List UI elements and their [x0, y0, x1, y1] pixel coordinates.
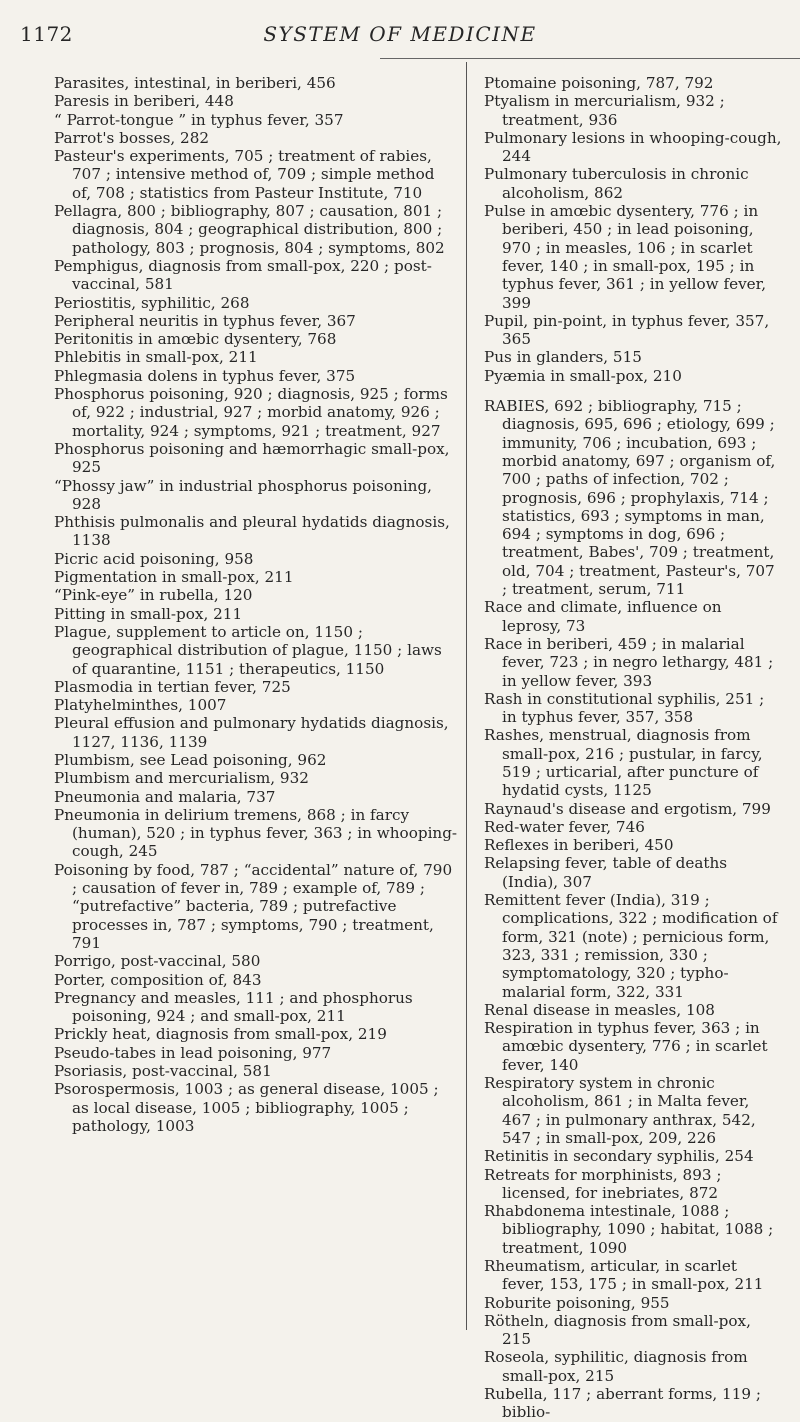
index-column-left	[54, 74, 458, 1135]
index-entry: Rash in constitutional syphilis, 251 ; in typhus fever, 357, 358	[484, 689, 765, 727]
index-entry: Peritonitis in amœbic dysentery, 768	[54, 330, 337, 349]
index-entry: Pitting in small-pox, 211	[54, 604, 243, 623]
index-entry: Parrot's bosses, 282	[54, 128, 210, 147]
index-entry: Plumbism and mercurialism, 932	[54, 769, 309, 788]
index-entry: Plumbism, see Lead poisoning, 962	[54, 750, 327, 769]
index-entry: “Pink-eye” in rubella, 120	[54, 586, 253, 605]
index-entry: Plague, supplement to article on, 1150 ; geographical distribution of plague, 1150 ; laws of quarantine, 1151 ; therapeutics, 1150	[54, 622, 442, 678]
index-entry: Phlegmasia dolens in typhus fever, 375	[54, 366, 356, 385]
index-column-right	[484, 74, 782, 1422]
index-entry: Rashes, menstrual, diagnosis from small-pox, 216 ; pustular, in farcy, 519 ; urticarial, after puncture of hydatid cysts, 1125	[484, 726, 763, 800]
index-entry: “ Parrot-tongue ” in typhus fever, 357	[54, 110, 344, 129]
index-entry: Poisoning by food, 787 ; “accidental” nature of, 790 ; causation of fever in, 789 ; example of, 789 ; “putrefactive” bacteria, 789 ; putrefactive processes in, 787 ; symptoms, 790 ; treatment, 791	[54, 860, 453, 952]
index-entry: Parasites, intestinal, in beriberi, 456	[54, 74, 336, 92]
index-entry: Reflexes in beriberi, 450	[484, 836, 674, 855]
index-entry: Porter, composition of, 843	[54, 970, 262, 989]
index-entry: Raynaud's disease and ergotism, 799	[484, 799, 771, 818]
index-entry: Plasmodia in tertian fever, 725	[54, 677, 291, 696]
index-entry: “Phossy jaw” in industrial phosphorus poisoning, 928	[54, 476, 433, 513]
index-entry: Roburite poisoning, 955	[484, 1293, 670, 1312]
index-entry: Peripheral neuritis in typhus fever, 367	[54, 311, 356, 330]
index-entry: Pus in glanders, 515	[484, 348, 642, 367]
index-entry: Retinitis in secondary syphilis, 254	[484, 1147, 754, 1166]
index-entry: Phlebitis in small-pox, 211	[54, 348, 258, 367]
index-entry: Rheumatism, articular, in scarlet fever, 153, 175 ; in small-pox, 211	[484, 1257, 764, 1294]
index-entry: Pulmonary tuberculosis in chronic alcoholism, 862	[484, 165, 749, 202]
index-entry: Psorospermosis, 1003 ; as general disease, 1005 ; as local disease, 1005 ; bibliography, 1005 ; pathology, 1003	[54, 1080, 439, 1135]
index-entry: Pneumonia and malaria, 737	[54, 787, 276, 806]
index-entry: Rhabdonema intestinale, 1088 ; bibliography, 1090 ; habitat, 1088 ; treatment, 1090	[484, 1202, 774, 1257]
index-entry: Ptomaine poisoning, 787, 792	[484, 74, 714, 92]
index-entry: Race in beriberi, 459 ; in malarial fever, 723 ; in negro lethargy, 481 ; in yellow fever, 393	[484, 634, 774, 690]
index-entry: Prickly heat, diagnosis from small-pox, 219	[54, 1025, 387, 1044]
index-entry: Red-water fever, 746	[484, 817, 645, 836]
index-entry: Pasteur's experiments, 705 ; treatment of rabies, 707 ; intensive method of, 709 ; simple method of, 708 ; statistics from Pasteur Institute, 710	[54, 147, 435, 202]
index-entry: Phosphorus poisoning and hæmorrhagic small-pox, 925	[54, 439, 450, 477]
index-entry: Remittent fever (India), 319 ; complications, 322 ; modification of form, 321 (note) ; pernicious form, 323, 331 ; remission, 330 ; symptomatology, 320 ; typho-malarial form, 322, 331	[484, 891, 778, 1001]
index-entry: Pseudo-tabes in lead poisoning, 977	[54, 1043, 332, 1062]
index-entry: Pupil, pin-point, in typhus fever, 357, 365	[484, 311, 770, 349]
index-entry: Pregnancy and measles, 111 ; and phosphorus poisoning, 924 ; and small-pox, 211	[54, 988, 413, 1026]
index-entry: Respiration in typhus fever, 363 ; in amœbic dysentery, 776 ; in scarlet fever, 140	[484, 1019, 768, 1074]
header-rule	[380, 58, 800, 59]
index-entry: Pyæmia in small-pox, 210	[484, 366, 682, 385]
index-entry: Rötheln, diagnosis from small-pox, 215	[484, 1311, 751, 1349]
index-entry: Psoriasis, post-vaccinal, 581	[54, 1062, 272, 1081]
index-entry: Periostitis, syphilitic, 268	[54, 293, 250, 312]
index-entry: Pulmonary lesions in whooping-cough, 244	[484, 128, 782, 166]
column-divider	[466, 62, 467, 1330]
index-entry: Rubella, 117 ; aberrant forms, 119 ; biblio-	[484, 1385, 761, 1422]
index-entry: Phthisis pulmonalis and pleural hydatids diagnosis, 1138	[54, 513, 450, 550]
index-entry: Renal disease in measles, 108	[484, 1000, 715, 1019]
running-head: SYSTEM OF MEDICINE	[263, 22, 537, 46]
index-entry: Picric acid poisoning, 958	[54, 549, 254, 568]
index-entry: Pigmentation in small-pox, 211	[54, 568, 294, 587]
index-entry: Porrigo, post-vaccinal, 580	[54, 952, 261, 971]
index-entry: Paresis in beriberi, 448	[54, 92, 234, 111]
index-entry: Pemphigus, diagnosis from small-pox, 220 ; post-vaccinal, 581	[54, 256, 432, 294]
letter-section-gap	[484, 385, 782, 397]
index-entry: Respiratory system in chronic alcoholism, 861 ; in Malta fever, 467 ; in pulmonary anthrax, 542, 547 ; in small-pox, 209, 226	[484, 1074, 756, 1147]
index-entry: Phosphorus poisoning, 920 ; diagnosis, 925 ; forms of, 922 ; industrial, 927 ; morbid anatomy, 926 ; mortality, 924 ; symptoms, 921 ; treatment, 927	[54, 385, 448, 440]
index-entry: Pellagra, 800 ; bibliography, 807 ; causation, 801 ; diagnosis, 804 ; geographical distribution, 800 ; pathology, 803 ; prognosis, 804 ; symptoms, 802	[54, 202, 445, 257]
index-entry: Pulse in amœbic dysentery, 776 ; in beriberi, 450 ; in lead poisoning, 970 ; in measles, 106 ; in scarlet fever, 140 ; in small-pox, 195 ; in typhus fever, 361 ; in yellow fever, 399	[484, 202, 767, 312]
index-entry: Pneumonia in delirium tremens, 868 ; in farcy (human), 520 ; in typhus fever, 363 ; in whooping-cough, 245	[54, 805, 458, 861]
index-entry: Platyhelminthes, 1007	[54, 696, 227, 715]
index-entry: Retreats for morphinists, 893 ; licensed, for inebriates, 872	[484, 1165, 722, 1202]
index-entry: Ptyalism in mercurialism, 932 ; treatment, 936	[484, 92, 725, 129]
index-entry: RABIES, 692 ; bibliography, 715 ; diagnosis, 695, 696 ; etiology, 699 ; immunity, 706 ; incubation, 693 ; morbid anatomy, 697 ; organism of, 700 ; paths of infection, 702 ; prognosis, 696 ; prophylaxis, 714 ; statistics, 693 ; symptoms in man, 694 ; symptoms in dog, 696 ; treatment, Babes', 709 ; treatment, old, 704 ; treatment, Pasteur's, 707 ; treatment, serum, 711	[484, 397, 776, 599]
index-entry: Relapsing fever, table of deaths (India), 307	[484, 854, 728, 891]
page-number: 1172	[20, 22, 73, 46]
index-entry: Pleural effusion and pulmonary hydatids diagnosis, 1127, 1136, 1139	[54, 714, 449, 751]
index-entry: Roseola, syphilitic, diagnosis from small-pox, 215	[484, 1348, 748, 1385]
index-entry: Race and climate, influence on leprosy, 73	[484, 598, 722, 635]
